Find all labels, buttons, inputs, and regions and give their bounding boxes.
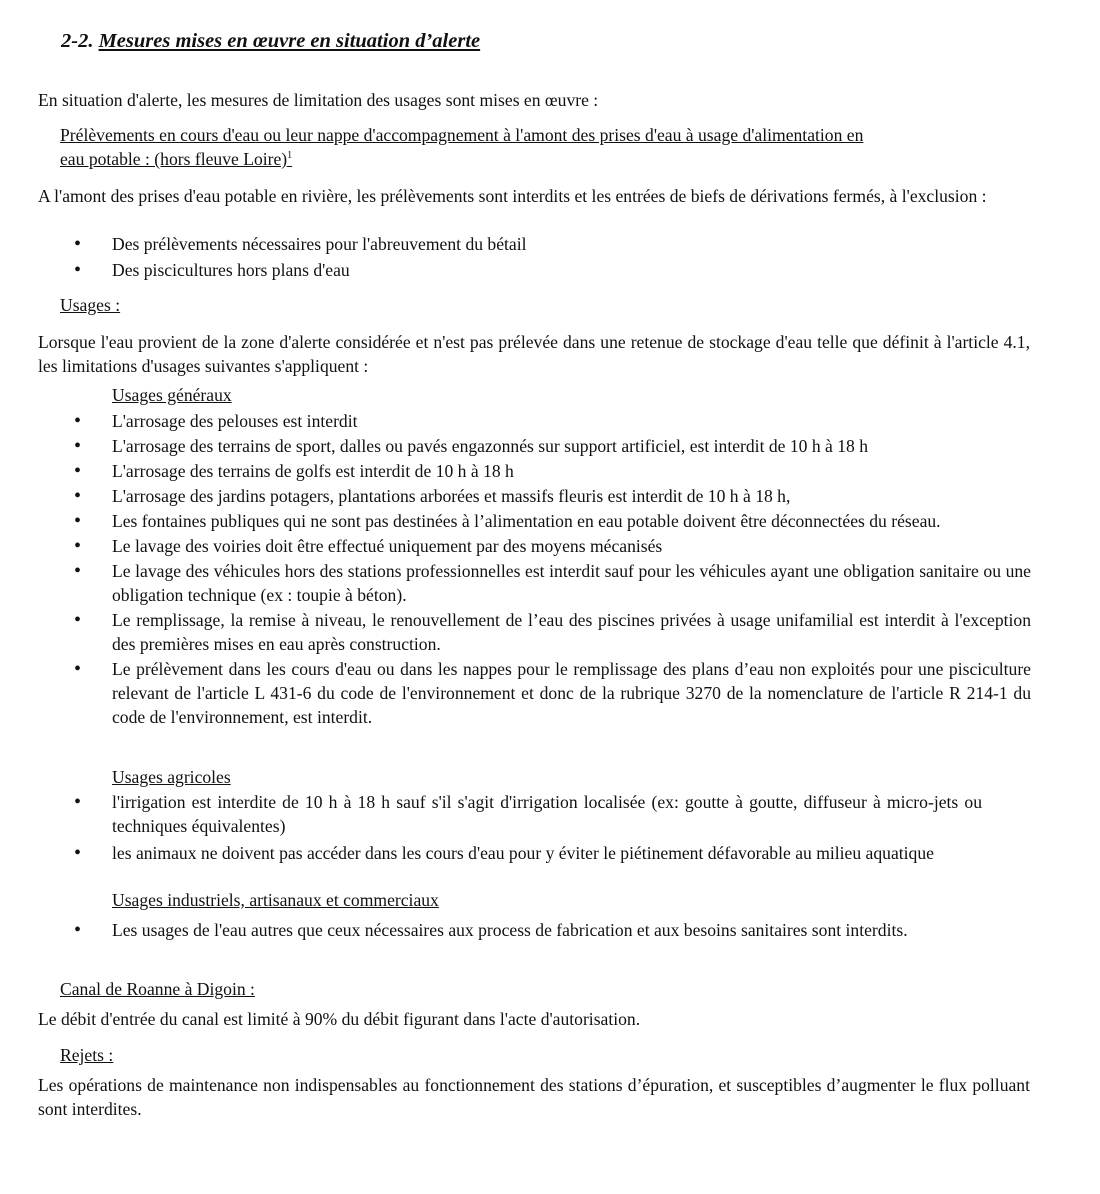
canal-subtitle: Canal de Roanne à Digoin : (60, 979, 255, 999)
prelevements-exclusion-list (0, 232, 1100, 282)
intro-paragraph: En situation d'alerte, les mesures de limitation des usages sont mises en œuvre : (38, 90, 599, 110)
list-item: • Le prélèvement dans les cours d'eau ou dans les nappes pour le remplissage des plans d’eau non exploités pour une pisciculture relevant de l'article L 431-6 du code de l'environnement et donc de la rubrique 3270 de la nomenclature de l'article R 214-1 du code de l'environnement, est interdit. (0, 657, 1031, 729)
list-item: • Le remplissage, la remise à niveau, le renouvellement de l’eau des piscines privées à usage unifamilial est interdit à l'exception des premières mises en eau après construction. (0, 608, 1031, 656)
list-item: • Les fontaines publiques qui ne sont pas destinées à l’alimentation en eau potable doivent être déconnectées du réseau. (0, 509, 1031, 533)
section-number: 2-2. (61, 30, 94, 52)
section-title: Mesures mises en œuvre en situation d’alerte (98, 30, 481, 52)
usages-industriels-title: Usages industriels, artisanaux et commerciaux (112, 890, 439, 910)
section-heading (61, 30, 480, 53)
list-item: • Des prélèvements nécessaires pour l'abreuvement du bétail (0, 232, 1031, 256)
list-item: • les animaux ne doivent pas accéder dans les cours d'eau pour y éviter le piétinement défavorable au milieu aquatique (0, 841, 992, 865)
list-item: • Le lavage des voiries doit être effectué uniquement par des moyens mécanisés (0, 534, 1031, 558)
prelevements-paragraph: A l'amont des prises d'eau potable en rivière, les prélèvements sont interdits et les entrées de biefs de dérivations fermés, à l'exclusion : (38, 186, 987, 206)
usages-generaux-list (0, 409, 1100, 729)
rejets-subtitle: Rejets : (60, 1045, 114, 1065)
prelevements-subtitle-line1: Prélèvements en cours d'eau ou leur nappe d'accompagnement à l'amont des prises d'eau à usage d'alimentation en (60, 125, 864, 145)
usages-agricoles-title: Usages agricoles (112, 767, 231, 787)
list-item: • Les usages de l'eau autres que ceux nécessaires aux process de fabrication et aux besoins sanitaires sont interdits. (0, 918, 1031, 942)
list-item: • Des piscicultures hors plans d'eau (0, 258, 1031, 282)
usages-subtitle: Usages : (60, 295, 121, 315)
list-item: • L'arrosage des terrains de golfs est interdit de 10 h à 18 h (0, 459, 1031, 483)
footnote-marker: 1 (287, 150, 293, 162)
list-item: • l'irrigation est interdite de 10 h à 18 h sauf s'il s'agit d'irrigation localisée (ex: goutte à goutte, diffuseur à micro-jets ou techniques équivalentes) (0, 790, 982, 838)
prelevements-subtitle (60, 123, 1020, 171)
usages-generaux-title: Usages généraux (112, 385, 232, 405)
list-item: • L'arrosage des pelouses est interdit (0, 409, 1031, 433)
list-item: • L'arrosage des terrains de sport, dalles ou pavés engazonnés sur support artificiel, est interdit de 10 h à 18 h (0, 434, 1031, 458)
list-item: • L'arrosage des jardins potagers, plantations arborées et massifs fleuris est interdit de 10 h à 18 h, (0, 484, 1031, 508)
rejets-paragraph: Les opérations de maintenance non indispensables au fonctionnement des stations d’épuration, et susceptibles d’augmenter le flux polluant sont interdites. (38, 1075, 1030, 1119)
prelevements-subtitle-line2: eau potable : (hors fleuve Loire) (60, 149, 288, 169)
usages-paragraph: Lorsque l'eau provient de la zone d'alerte considérée et n'est pas prélevée dans une retenue de stockage d'eau telle que définit à l'article 4.1, les limitations d'usages suivantes s'appliquent : (38, 332, 1030, 376)
list-item: • Le lavage des véhicules hors des stations professionnelles est interdit sauf pour les véhicules ayant une obligation sanitaire ou une obligation technique (ex : toupie à béton). (0, 559, 1031, 607)
usages-agricoles-list (0, 790, 1100, 865)
canal-paragraph: Le débit d'entrée du canal est limité à 90% du débit figurant dans l'acte d'autorisation. (38, 1009, 641, 1029)
usages-industriels-list (0, 918, 1100, 942)
